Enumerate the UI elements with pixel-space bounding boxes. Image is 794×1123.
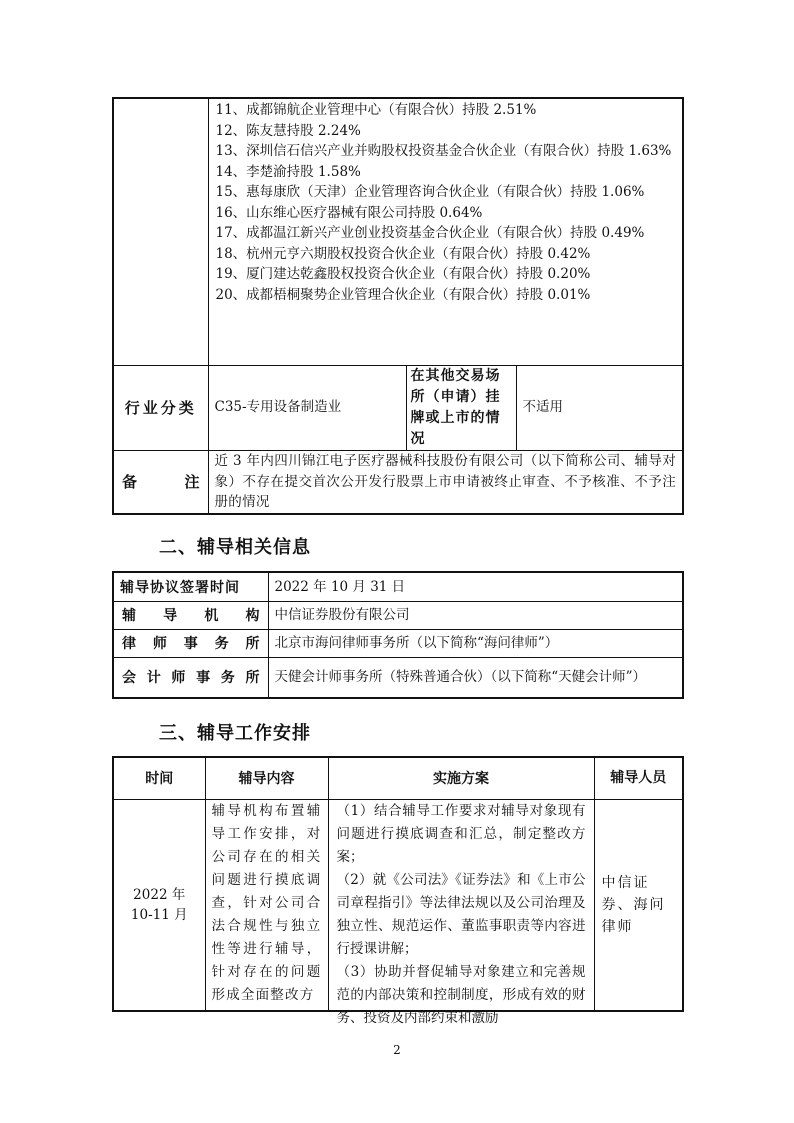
row-content-cell [205,799,328,1011]
shareholder-item: 16、山东维心医疗器械有限公司持股 0.64% [215,204,483,221]
info-row-law-firm [113,629,683,657]
row-time: 2022 年 10-11 月 [113,799,205,1011]
shareholder-item: 15、惠每康欣（天津）企业管理咨询合伙企业（有限合伙）持股 1.06% [215,184,645,200]
accounting-firm-value: 天健会计师事务所（特殊普通合伙）（以下简称“天健会计师”） [268,657,683,698]
shareholder-item: 13、深圳信石信兴产业并购股权投资基金合伙企业（有限合伙）持股 1.63% [215,143,672,159]
plan-item: （3）协助并督促辅导对象建立和完善规范的内部决策和控制制度，形成有效的财务、投资及内部约束和激励 [336,963,586,1026]
industry-label: 行业分类 [113,365,208,450]
counseling-info-table [112,571,684,699]
info-row-accounting-firm [113,657,683,698]
shareholder-item: 18、杭州元亨六期股权投资合伙企业（有限合伙）持股 0.42% [215,245,591,262]
remarks-row [113,450,683,514]
label-char: 所 [245,636,260,652]
accounting-firm-label [114,667,268,687]
label-char: 事 [196,670,211,687]
label-char: 务 [214,636,229,652]
company-info-table [112,97,684,515]
header-staff: 辅导人员 [594,757,683,799]
other-exchange-label: 在其他交易场所（申请）挂牌或上市的情况 [406,365,516,450]
label-char: 务 [220,670,235,687]
label-char: 构 [245,608,260,624]
label-char: 律 [122,636,136,652]
label-char: 计 [146,670,161,687]
row-plan-cell [328,799,594,1026]
other-exchange-value: 不适用 [516,365,683,450]
label-char: 所 [245,670,260,687]
shareholder-item: 20、成都梧桐聚势企业管理合伙企业（有限合伙）持股 0.01% [215,286,591,303]
label-char: 会 [122,670,136,687]
header-time: 时间 [113,757,205,799]
law-firm-label [114,633,268,653]
shareholder-list [216,100,676,305]
plan-item: （2）就《公司法》《证券法》和《上市公司章程指引》等法律法规以及公司治理及独立性、规范运作、董监事职责等内容进行授课讲解； [336,871,586,957]
section2-title: 二、辅导相关信息 [159,537,311,558]
remarks-value: 近 3 年内四川锦江电子医疗器械科技股份有限公司（以下简称公司、辅导对象）不存在提交首次公开发行股票上市申请被终止审查、不予核准、不予注册的情况 [208,450,683,514]
remarks-label-char-1: 备 [122,473,138,492]
industry-row [113,365,683,450]
shareholder-item: 14、李楚渝持股 1.58% [215,163,361,180]
row-plan [336,800,586,1026]
header-plan: 实施方案 [328,757,594,799]
label-char: 师 [152,636,167,652]
industry-value: C35-专用设备制造业 [208,365,406,450]
law-firm-value: 北京市海问律师事务所（以下简称“海问律师”） [268,629,683,657]
row-staff: 中信证券、海问律师 [594,799,683,1011]
label-char: 师 [171,670,186,687]
institution-value: 中信证券股份有限公司 [268,601,683,629]
remarks-label-char-2: 注 [184,473,200,492]
section3-title: 三、辅导工作安排 [159,723,311,744]
label-char: 辅 [122,608,136,624]
page-number: 2 [393,1043,401,1057]
info-row-agreement-date [113,572,683,601]
schedule-row [113,799,683,1011]
label-char: 导 [163,608,178,624]
label-char: 机 [204,608,219,624]
shareholder-item: 17、成都温江新兴产业创业投资基金合伙企业（有限合伙）持股 0.49% [215,225,645,241]
info-row-institution [113,601,683,629]
institution-label [114,605,268,625]
shareholders-list-cell [208,98,683,365]
shareholders-row [113,98,683,365]
agreement-date-value: 2022 年 10 月 31 日 [268,572,683,601]
schedule-header-row [113,757,683,799]
header-content: 辅导内容 [205,757,328,799]
shareholder-item: 12、陈友慧持股 2.24% [215,122,361,139]
label-char: 事 [183,636,198,652]
shareholders-label-cell [113,98,208,365]
shareholder-item: 11、成都锦航企业管理中心（有限合伙）持股 2.51% [215,102,537,118]
agreement-date-label: 辅导协议签署时间 [120,579,240,596]
row-content: 辅导机构布置辅导工作安排，对公司存在的相关问题进行摸底调查，针对公司合法合规性与独立性等进行辅导，针对存在的问题形成全面整改方 [211,802,322,1003]
shareholder-item: 19、厦门建达乾鑫股权投资合伙企业（有限合伙）持股 0.20% [215,266,591,282]
counseling-schedule-table [112,756,684,1026]
remarks-label [113,450,208,514]
plan-item: （1）结合辅导工作要求对辅导对象现有问题进行摸底调查和汇总，制定整改方案； [336,802,586,865]
